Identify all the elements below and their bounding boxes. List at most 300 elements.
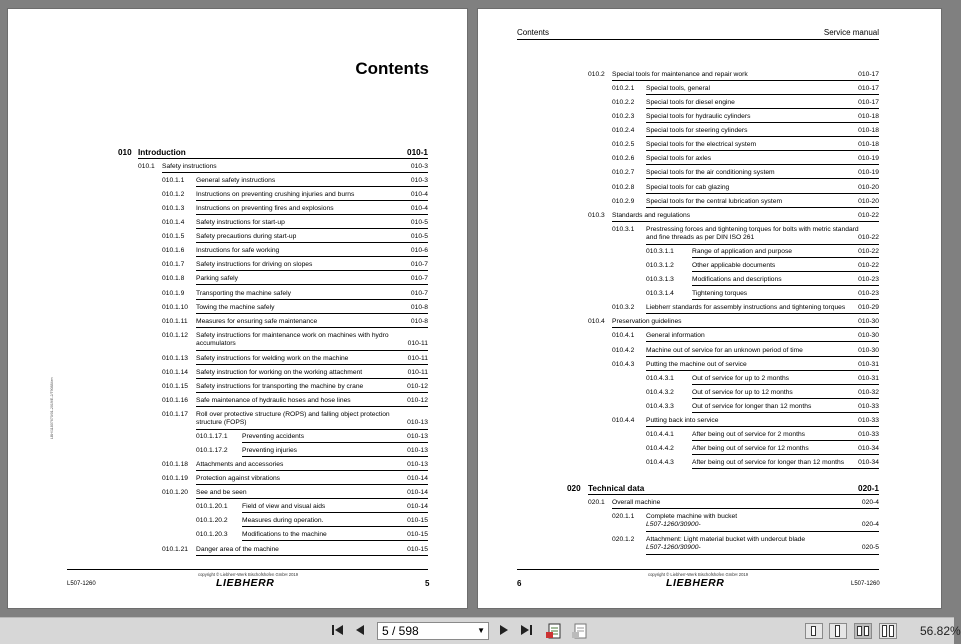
toc-entry-page: 010-13 <box>407 447 428 454</box>
toc-entry-rule <box>646 94 879 95</box>
toc-entry-page: 010-33 <box>858 403 879 410</box>
toc-entry-rule <box>196 327 428 328</box>
toc-entry[interactable] <box>8 411 467 430</box>
toc-entry-page: 010-30 <box>858 347 879 354</box>
toc-entry-title: Introduction <box>138 148 186 157</box>
toc-entry-rule <box>646 193 879 194</box>
toc-entry-page: 010-34 <box>858 445 879 452</box>
toc-entry-number: 010.4.3.1 <box>646 375 674 382</box>
toc-entry-page: 010-19 <box>858 169 879 176</box>
toc-entry-number: 010.1.3 <box>162 205 185 212</box>
toc-entry-title: Preventing injuries <box>242 447 298 454</box>
toc-entry-number: 010.2.8 <box>612 184 635 191</box>
toc-entry-title: Field of view and visual aids <box>242 503 326 510</box>
toc-entry-title: Safety instructions for start-up <box>196 219 285 226</box>
toc-entry-page: 010-22 <box>858 212 879 219</box>
toc-entry-rule <box>242 512 428 513</box>
toc-entry-page: 010-19 <box>858 155 879 162</box>
toc-entry-number: 010 <box>118 148 132 157</box>
toc-entry-title: Transporting the machine safely <box>196 290 291 297</box>
toc-entry-title: Prestressing forces and tightening torques for bolts with metric standard and fine threads as per DIN ISO 261 <box>646 226 859 242</box>
toc-entry-number: 010.1.2 <box>162 191 185 198</box>
toc-entry-number: 010.4.4.1 <box>646 431 674 438</box>
toc-entry-title: Liebherr standards for assembly instructions and tightening torques <box>646 304 846 311</box>
fit-page-icon[interactable] <box>571 623 591 639</box>
toc-entry-page: 010-17 <box>858 99 879 106</box>
toc-entry-title: Instructions for safe working <box>196 247 280 254</box>
toc-entry-rule <box>612 508 879 509</box>
toc-entry-page: 010-3 <box>410 177 428 184</box>
toc-entry[interactable] <box>8 383 467 393</box>
toc-entry[interactable] <box>8 461 467 471</box>
toc-entry-page: 010-20 <box>858 198 879 205</box>
toc-entry-number: 010.1.11 <box>162 318 188 325</box>
toc-entry-page: 010-31 <box>858 375 879 382</box>
toc-entry-rule <box>196 392 428 393</box>
toc-entry-rule <box>646 122 879 123</box>
toc-entry[interactable] <box>478 304 941 314</box>
toc-entry-rule <box>692 454 879 455</box>
toc-entry-number: 010.1.5 <box>162 233 185 240</box>
toc-entry[interactable] <box>8 290 467 300</box>
toc-entry-number: 010.1.17 <box>162 411 189 418</box>
toc-entry-title: Machine out of service for an unknown period of time <box>646 347 803 354</box>
fit-width-icon[interactable] <box>545 623 565 639</box>
toc-entry-rule <box>692 271 879 272</box>
toc-entry-page: 010-15 <box>407 546 428 553</box>
toc-entry-rule <box>196 200 428 201</box>
toc-entry[interactable] <box>8 433 467 443</box>
toc-entry-title: Putting back into service <box>646 417 719 424</box>
single-page-view-icon[interactable] <box>805 623 823 639</box>
toc-entry-rule <box>646 531 879 532</box>
toc-entry[interactable] <box>8 304 467 314</box>
zoom-level[interactable]: 56.82% <box>920 624 961 638</box>
toc-entry[interactable] <box>478 262 941 272</box>
toc-entry[interactable] <box>8 163 467 173</box>
footer-model: L507-1260 <box>67 581 96 587</box>
toc-entry[interactable] <box>478 459 941 469</box>
toc-entry-rule <box>196 470 428 471</box>
header-right: Service manual <box>823 28 879 37</box>
toc-entry-page: 010-13 <box>407 461 428 468</box>
toc-entry-rule <box>612 221 879 222</box>
toc-entry-title: Overall machine <box>612 499 661 506</box>
toc-entry[interactable] <box>478 169 941 179</box>
toc-entry-number: 010.1.17.2 <box>196 447 228 454</box>
liebherr-logo: LIEBHERR <box>666 577 725 589</box>
toc-entry-title: Special tools for maintenance and repair work <box>612 71 748 78</box>
toc-entry-page: 010-15 <box>407 531 428 538</box>
toc-entry[interactable] <box>478 375 941 385</box>
toc-entry-title: Safety instructions for driving on slopes <box>196 261 313 268</box>
toc-entry-rule <box>196 378 428 379</box>
toc-entry-page: 010-32 <box>858 389 879 396</box>
toc-entry-number: 010.1.7 <box>162 261 185 268</box>
toc-entry-rule <box>646 370 879 371</box>
toc-entry-page: 010-14 <box>407 503 428 510</box>
toc-entry-number: 020.1.1 <box>612 513 635 520</box>
footer-page-number: 5 <box>425 579 430 588</box>
toc-entry-rule <box>646 356 879 357</box>
toc-entry-number: 010.2.7 <box>612 169 635 176</box>
toc-entry-page: 010-18 <box>858 141 879 148</box>
toc-entry[interactable] <box>478 226 941 245</box>
toc-entry-title: Safety instructions <box>162 163 217 170</box>
toc-entry-rule <box>162 172 428 173</box>
toc-entry-page: 010-30 <box>858 332 879 339</box>
toc-entry-page: 010-31 <box>858 361 879 368</box>
toc-entry-page: 010-4 <box>410 205 428 212</box>
toc-entry-page: 010-7 <box>410 275 428 282</box>
toc-entry[interactable] <box>8 332 467 351</box>
footer-model: L507-1260 <box>851 581 880 587</box>
liebherr-logo: LIEBHERR <box>216 577 275 589</box>
toc-entry-title: Modifications to the machine <box>242 531 327 538</box>
footer-copyright: copyright © Liebherr-Werk Bischofshofen GmbH 2019 <box>198 572 299 577</box>
toc-entry-title: Towing the machine safely <box>196 304 275 311</box>
toc-entry-title: Special tools for axles <box>646 155 712 162</box>
toc-entry-page: 010-1 <box>407 148 428 157</box>
toc-entry-rule <box>138 158 428 159</box>
toc-entry-title: Protection against vibrations <box>196 475 281 482</box>
toc-entry-subtitle: L507-1260/30900- <box>646 521 701 529</box>
toc-entry[interactable] <box>478 155 941 165</box>
toc-entry-page: 010-8 <box>410 318 428 325</box>
toc-entry-number: 020.1.2 <box>612 536 635 543</box>
toc-entry-page: 010-8 <box>410 304 428 311</box>
toc-entry[interactable] <box>8 475 467 485</box>
toc-entry[interactable] <box>478 99 941 109</box>
toc-entry-rule <box>196 284 428 285</box>
last-page-icon[interactable] <box>518 623 534 639</box>
toc-entry-page: 010-11 <box>407 355 428 362</box>
toc-entry[interactable] <box>478 113 941 123</box>
toc-entry[interactable] <box>8 275 467 285</box>
toc-entry[interactable] <box>8 318 467 328</box>
toc-entry-page: 010-29 <box>858 304 879 311</box>
toc-entry[interactable] <box>8 503 467 513</box>
toc-entry[interactable] <box>478 513 941 532</box>
toc-entry-number: 010.1.12 <box>162 332 189 339</box>
toc-entry-title: Out of service for up to 2 months <box>692 375 790 382</box>
toc-entry-page: 010-33 <box>858 417 879 424</box>
toc-entry[interactable] <box>478 276 941 286</box>
toc-entry[interactable] <box>8 517 467 527</box>
toc-entry-number: 010.3.2 <box>612 304 635 311</box>
footer-rule <box>517 569 879 570</box>
toc-entry-rule <box>196 270 428 271</box>
toc-entry-number: 010.4.3 <box>612 361 635 368</box>
toc-entry-number: 010.4 <box>588 318 605 325</box>
toc-entry-page: 010-22 <box>858 234 879 242</box>
toc-entry-rule <box>692 412 879 413</box>
toc-entry[interactable] <box>8 233 467 243</box>
next-page-icon[interactable] <box>497 623 511 639</box>
toc-entry-number: 010.4.1 <box>612 332 635 339</box>
toc-entry[interactable] <box>478 248 941 258</box>
toc-entry-page: 010-11 <box>407 369 428 376</box>
toc-entry-page: 010-13 <box>407 433 428 440</box>
toc-entry-page: 010-14 <box>407 489 428 496</box>
toc-entry-rule <box>588 494 879 495</box>
toc-entry[interactable] <box>478 403 941 413</box>
toc-entry-page: 010-33 <box>858 431 879 438</box>
toc-entry[interactable] <box>478 290 941 300</box>
toc-entry-title: Safety instructions for transporting the machine by crane <box>196 383 364 390</box>
toc-entry-title: After being out of service for longer than 12 months <box>692 459 845 466</box>
toc-entry-page: 010-12 <box>407 383 428 390</box>
toc-entry-rule <box>242 526 428 527</box>
table-of-contents <box>8 9 467 608</box>
toc-entry-number: 010.1.17.1 <box>196 433 228 440</box>
toc-entry[interactable] <box>8 489 467 499</box>
toc-entry-title: Safety instructions for maintenance work on machines with hydro accumulators <box>196 332 389 348</box>
toc-entry[interactable] <box>478 184 941 194</box>
toc-entry-rule <box>196 364 428 365</box>
toc-entry-rule <box>242 540 428 541</box>
toc-entry-title: Tightening torques <box>692 290 748 297</box>
toc-entry-title: After being out of service for 12 months <box>692 445 809 452</box>
toc-entry-number: 020 <box>567 484 581 493</box>
toc-entry-page: 010-6 <box>410 247 428 254</box>
two-page-continuous-view-icon[interactable] <box>879 623 897 639</box>
toc-entry-page: 010-13 <box>407 419 428 427</box>
toc-entry[interactable] <box>478 71 941 81</box>
page-selector-value: 5 / 598 <box>382 624 419 638</box>
document-page-left <box>7 8 468 609</box>
toc-entry[interactable] <box>478 361 941 371</box>
toc-entry-number: 010.2.1 <box>612 85 635 92</box>
toc-entry[interactable] <box>478 212 941 222</box>
toc-entry-number: 010.1.13 <box>162 355 189 362</box>
toc-entry[interactable] <box>8 205 467 215</box>
toc-entry-title: Special tools for the electrical system <box>646 141 757 148</box>
toc-entry-title: See and be seen <box>196 489 247 496</box>
toc-entry-page: 010-7 <box>410 261 428 268</box>
toc-entry[interactable] <box>8 546 467 556</box>
toc-entry-rule <box>646 150 879 151</box>
toc-entry-rule <box>196 484 428 485</box>
toc-entry-rule <box>196 228 428 229</box>
toc-entry-page: 010-17 <box>858 85 879 92</box>
toc-entry-rule <box>646 108 879 109</box>
first-page-icon[interactable] <box>330 623 346 639</box>
toc-entry-title: Modifications and descriptions <box>692 276 782 283</box>
toc-entry-subtitle: L507-1260/30900- <box>646 544 701 552</box>
toc-entry-title: Standards and regulations <box>612 212 691 219</box>
toc-entry[interactable] <box>8 261 467 271</box>
toc-entry-title: Other applicable documents <box>692 262 776 269</box>
toc-entry-rule <box>196 186 428 187</box>
toc-entry-rule <box>692 468 879 469</box>
toc-entry-number: 010.1.8 <box>162 275 185 282</box>
toc-entry-rule <box>692 384 879 385</box>
toc-entry-page: 010-12 <box>407 397 428 404</box>
toc-entry-number: 010.3.1.1 <box>646 248 674 255</box>
toc-entry-number: 010.2.2 <box>612 99 635 106</box>
toc-entry-rule <box>646 554 879 555</box>
toc-entry-page: 020-4 <box>861 521 879 529</box>
continuous-view-icon[interactable] <box>829 623 847 639</box>
toc-entry-title: Special tools for the air conditioning system <box>646 169 775 176</box>
toc-entry-number: 010.4.2 <box>612 347 635 354</box>
toc-entry-page: 010-3 <box>410 163 428 170</box>
toc-entry-title: Out of service for up to 12 months <box>692 389 793 396</box>
toc-chapter[interactable] <box>478 485 941 495</box>
footer-rule <box>67 569 428 570</box>
toc-entry-page: 010-20 <box>858 184 879 191</box>
toc-entry-title: Safety instruction for working on the working attachment <box>196 369 363 376</box>
toc-entry-number: 010.1.15 <box>162 383 189 390</box>
toc-entry-page: 020-1 <box>858 484 879 493</box>
toc-entry-number: 010.2.9 <box>612 198 635 205</box>
toc-entry-title: Putting the machine out of service <box>646 361 747 368</box>
toc-entry[interactable] <box>8 447 467 457</box>
toc-entry-rule <box>196 498 428 499</box>
toc-entry-number: 010.1.6 <box>162 247 185 254</box>
table-of-contents <box>478 9 941 608</box>
toc-entry[interactable] <box>478 389 941 399</box>
toc-entry[interactable] <box>478 431 941 441</box>
toc-entry-title: Special tools for steering cylinders <box>646 127 748 134</box>
toc-entry-title: Parking safely <box>196 275 239 282</box>
toc-entry-number: 020.1 <box>588 499 605 506</box>
toc-entry-title: Technical data <box>588 484 645 493</box>
toc-entry-title: Special tools for cab glazing <box>646 184 730 191</box>
toc-entry-number: 010.2.3 <box>612 113 635 120</box>
toc-entry-number: 010.4.4.2 <box>646 445 674 452</box>
toc-entry-title: Safety instructions for welding work on the machine <box>196 355 349 362</box>
toc-entry[interactable] <box>8 247 467 257</box>
toc-chapter[interactable] <box>8 149 467 159</box>
page-title: Contents <box>355 59 429 78</box>
document-page-right <box>477 8 942 609</box>
toc-entry-rule <box>196 214 428 215</box>
toc-entry-rule <box>692 285 879 286</box>
toc-entry-number: 010.1.21 <box>162 546 189 553</box>
toc-entry-rule <box>646 313 879 314</box>
toc-entry[interactable] <box>478 141 941 151</box>
toc-entry-number: 010.1.16 <box>162 397 189 404</box>
toc-entry[interactable] <box>478 536 941 555</box>
toc-entry-number: 010.1.4 <box>162 219 185 226</box>
toc-entry-title: Measures during operation. <box>242 517 324 524</box>
toc-entry-title: Safety precautions during start-up <box>196 233 297 240</box>
toc-entry-page: 010-22 <box>858 248 879 255</box>
toc-entry-rule <box>692 440 879 441</box>
toc-entry-rule <box>196 429 428 430</box>
toc-entry[interactable] <box>478 499 941 509</box>
toc-entry[interactable] <box>8 397 467 407</box>
toc-entry-rule <box>646 164 879 165</box>
toc-entry-page: 010-30 <box>858 318 879 325</box>
toc-entry-page: 010-5 <box>410 233 428 240</box>
toc-entry[interactable] <box>8 177 467 187</box>
toc-entry[interactable] <box>8 219 467 229</box>
toc-entry-rule <box>692 299 879 300</box>
toc-entry[interactable] <box>478 445 941 455</box>
toc-entry-page: 010-34 <box>858 459 879 466</box>
toc-entry-page: 010-18 <box>858 113 879 120</box>
toc-entry-rule <box>646 136 879 137</box>
toc-entry-number: 010.1 <box>138 163 155 170</box>
page-selector[interactable] <box>377 622 489 640</box>
toc-entry-title: Range of application and purpose <box>692 248 793 255</box>
prev-page-icon[interactable] <box>353 623 367 639</box>
toc-entry-title: Instructions on preventing crushing injuries and burns <box>196 191 355 198</box>
toc-entry-number: 010.1.20.3 <box>196 531 228 538</box>
footer-page-number: 6 <box>517 579 522 588</box>
toc-entry-number: 010.2 <box>588 71 605 78</box>
toc-entry[interactable] <box>478 347 941 357</box>
toc-entry-title: Attachment: Light material bucket with undercut blade <box>646 536 806 543</box>
toc-entry-rule <box>646 426 879 427</box>
toc-entry[interactable] <box>478 318 941 328</box>
toc-entry[interactable] <box>478 417 941 427</box>
toc-entry-rule <box>196 299 428 300</box>
toc-entry-rule <box>196 242 428 243</box>
side-code: LBH/11807670/01-2019/E-2/T90884en <box>50 377 54 439</box>
toc-entry[interactable] <box>478 85 941 95</box>
toc-entry-rule <box>692 398 879 399</box>
toc-entry-page: 010-14 <box>407 475 428 482</box>
toc-entry-rule <box>612 80 879 81</box>
toc-entry-page: 010-22 <box>858 262 879 269</box>
viewer-toolbar <box>0 617 961 644</box>
two-page-view-icon[interactable] <box>854 623 872 639</box>
toc-entry[interactable] <box>8 369 467 379</box>
toc-entry-rule <box>196 350 428 351</box>
toc-entry-number: 010.1.19 <box>162 475 189 482</box>
toc-entry-title: Preservation guidelines <box>612 318 682 325</box>
toc-entry-number: 010.4.4.3 <box>646 459 674 466</box>
toc-entry-page: 010-23 <box>858 290 879 297</box>
toc-entry-number: 010.1.1 <box>162 177 185 184</box>
toc-entry-number: 010.3.1.2 <box>646 262 674 269</box>
toc-entry-rule <box>196 406 428 407</box>
toc-entry-number: 010.4.3.3 <box>646 403 674 410</box>
toc-entry-number: 010.3 <box>588 212 605 219</box>
toc-entry-page: 010-18 <box>858 127 879 134</box>
toc-entry-number: 010.4.4 <box>612 417 635 424</box>
toc-entry[interactable] <box>8 531 467 541</box>
toc-entry-rule <box>646 341 879 342</box>
footer-copyright: copyright © Liebherr-Werk Bischofshofen GmbH 2019 <box>648 572 749 577</box>
toc-entry-page: 020-5 <box>861 544 879 552</box>
header-left: Contents <box>517 28 550 37</box>
chevron-down-icon: ▼ <box>477 626 485 635</box>
toc-entry-number: 010.2.6 <box>612 155 635 162</box>
toc-entry[interactable] <box>8 191 467 201</box>
toc-entry-title: Special tools, general <box>646 85 710 92</box>
toc-entry-rule <box>242 456 428 457</box>
toc-entry[interactable] <box>8 355 467 365</box>
toc-entry-title: Danger area of the machine <box>196 546 279 553</box>
toc-entry[interactable] <box>478 127 941 137</box>
toc-entry-number: 010.1.9 <box>162 290 185 297</box>
toc-entry-rule <box>612 327 879 328</box>
toc-entry[interactable] <box>478 198 941 208</box>
toc-entry-number: 010.1.20 <box>162 489 189 496</box>
toc-entry-number: 010.3.1 <box>612 226 635 233</box>
toc-entry-number: 010.1.10 <box>162 304 189 311</box>
toc-entry-title: Attachments and accessories <box>196 461 284 468</box>
toc-entry[interactable] <box>478 332 941 342</box>
toc-entry-title: Out of service for longer than 12 months <box>692 403 812 410</box>
toc-entry-number: 010.1.18 <box>162 461 189 468</box>
toc-entry-page: 020-4 <box>861 499 879 506</box>
